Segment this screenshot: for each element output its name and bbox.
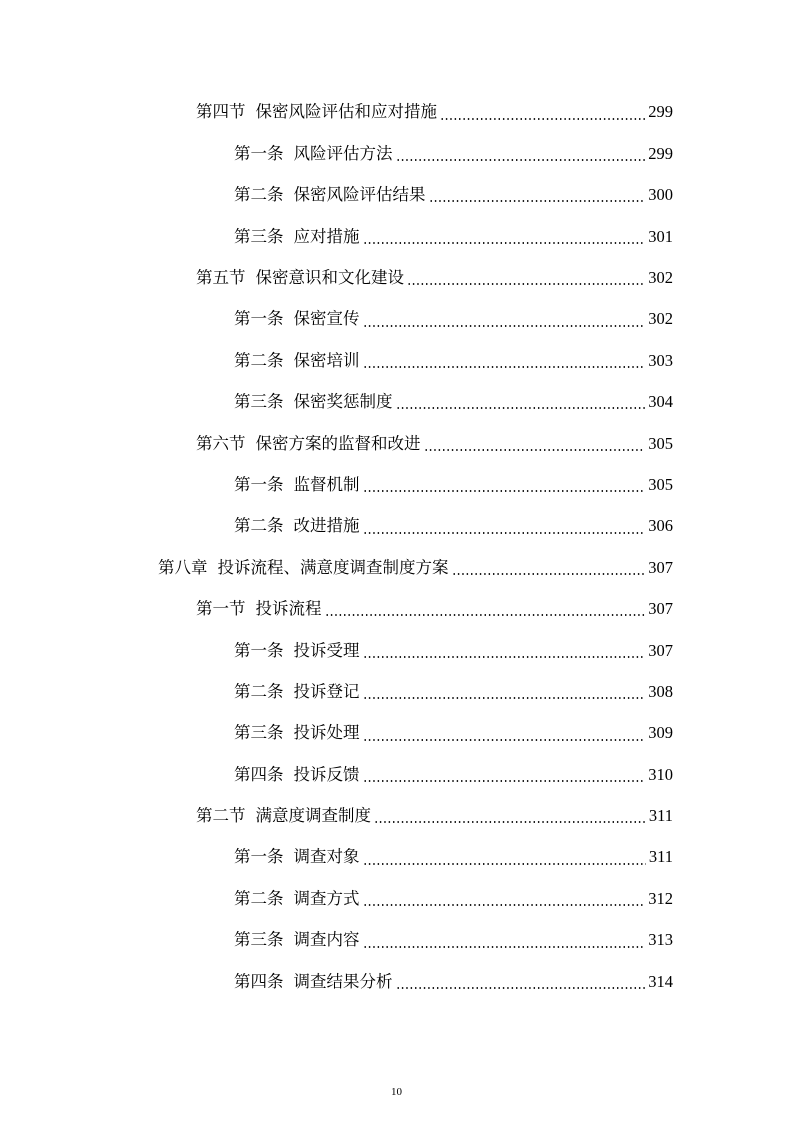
toc-dot-leader bbox=[407, 283, 645, 285]
toc-dot-leader bbox=[363, 656, 646, 658]
toc-entry-number: 第四条 bbox=[234, 764, 284, 784]
toc-entry-page: 303 bbox=[648, 350, 673, 370]
toc-entry-title: 保密方案的监督和改进 bbox=[255, 433, 421, 453]
toc-entry-page: 304 bbox=[648, 392, 673, 412]
toc-entry-page: 308 bbox=[648, 681, 673, 701]
toc-entry-page: 312 bbox=[648, 888, 673, 908]
toc-entry[interactable] bbox=[0, 796, 793, 837]
toc-entry-number: 第一条 bbox=[234, 309, 284, 329]
toc-dot-leader bbox=[363, 946, 646, 948]
toc-entry-number: 第一条 bbox=[234, 143, 284, 163]
toc-entry[interactable] bbox=[0, 133, 793, 174]
toc-entry[interactable] bbox=[0, 216, 793, 257]
toc-entry[interactable] bbox=[0, 258, 793, 299]
toc-entry-page: 300 bbox=[648, 185, 673, 205]
toc-entry[interactable] bbox=[0, 920, 793, 961]
toc-entry-page: 307 bbox=[648, 557, 673, 577]
toc-entry-page: 309 bbox=[648, 723, 673, 743]
table-of-contents bbox=[0, 92, 793, 1003]
page-number: 10 bbox=[391, 1086, 402, 1098]
toc-entry-number: 第四条 bbox=[234, 971, 284, 991]
toc-entry-number: 第三条 bbox=[234, 226, 284, 246]
toc-dot-leader bbox=[363, 490, 646, 492]
toc-dot-leader bbox=[396, 159, 646, 161]
toc-entry-title: 保密意识和文化建设 bbox=[255, 268, 404, 287]
toc-entry-page: 306 bbox=[648, 516, 673, 536]
toc-entry-number: 第八章 bbox=[158, 557, 208, 577]
toc-entry-title: 投诉处理 bbox=[293, 723, 360, 743]
toc-entry[interactable] bbox=[0, 340, 793, 381]
toc-dot-leader bbox=[363, 532, 646, 534]
toc-entry[interactable] bbox=[0, 382, 793, 423]
toc-entry-number: 第三条 bbox=[234, 723, 284, 743]
toc-entry-number: 第二条 bbox=[234, 516, 284, 536]
toc-entry[interactable] bbox=[0, 506, 793, 547]
toc-entry-title: 保密宣传 bbox=[293, 309, 360, 329]
toc-entry-page: 302 bbox=[648, 309, 673, 329]
toc-entry-page: 311 bbox=[648, 806, 673, 826]
toc-entry-title: 调查结果分析 bbox=[293, 971, 393, 991]
toc-entry[interactable] bbox=[0, 92, 793, 133]
toc-entry[interactable] bbox=[0, 465, 793, 506]
toc-dot-leader bbox=[429, 200, 646, 202]
toc-entry[interactable] bbox=[0, 713, 793, 754]
toc-entry-title: 投诉流程、满意度调查制度方案 bbox=[217, 557, 449, 577]
toc-entry-number: 第二条 bbox=[234, 185, 284, 205]
toc-entry[interactable] bbox=[0, 175, 793, 216]
toc-entry-number: 第二条 bbox=[234, 350, 284, 370]
toc-entry-number: 第四节 bbox=[196, 102, 246, 122]
toc-dot-leader bbox=[363, 739, 646, 741]
toc-entry-title: 调查方式 bbox=[293, 888, 360, 908]
toc-dot-leader bbox=[396, 987, 646, 989]
toc-dot-leader bbox=[325, 614, 646, 616]
toc-entry-number: 第二条 bbox=[234, 681, 284, 701]
toc-entry-number: 第三条 bbox=[234, 930, 284, 950]
toc-entry[interactable] bbox=[0, 671, 793, 712]
toc-entry-page: 314 bbox=[648, 971, 673, 991]
toc-entry-page: 313 bbox=[648, 930, 673, 950]
toc-entry-number: 第二节 bbox=[196, 806, 246, 826]
toc-entry[interactable] bbox=[0, 423, 793, 464]
toc-entry-page: 307 bbox=[648, 640, 673, 660]
toc-entry-title: 保密培训 bbox=[293, 350, 360, 370]
toc-entry-title: 风险评估方法 bbox=[293, 143, 393, 163]
toc-entry-page: 299 bbox=[648, 143, 673, 163]
toc-dot-leader bbox=[440, 118, 645, 120]
toc-entry-page: 311 bbox=[648, 847, 673, 867]
toc-entry-title: 调查内容 bbox=[293, 930, 360, 950]
toc-entry[interactable] bbox=[0, 837, 793, 878]
toc-dot-leader bbox=[363, 780, 646, 782]
toc-dot-leader bbox=[363, 904, 646, 906]
toc-dot-leader bbox=[363, 366, 646, 368]
toc-entry[interactable] bbox=[0, 878, 793, 919]
toc-entry-number: 第一条 bbox=[234, 474, 284, 494]
toc-entry-title: 投诉流程 bbox=[255, 599, 322, 619]
toc-entry-page: 301 bbox=[648, 226, 673, 246]
toc-entry-page: 302 bbox=[648, 268, 673, 287]
toc-dot-leader bbox=[363, 697, 646, 699]
toc-dot-leader bbox=[452, 573, 646, 575]
toc-entry[interactable] bbox=[0, 630, 793, 671]
toc-entry[interactable] bbox=[0, 589, 793, 630]
toc-entry-number: 第三条 bbox=[234, 392, 284, 412]
toc-chapter-entry[interactable] bbox=[0, 547, 793, 588]
toc-entry-number: 第六节 bbox=[196, 433, 246, 453]
toc-entry-number: 第二条 bbox=[234, 888, 284, 908]
toc-entry-title: 满意度调查制度 bbox=[255, 806, 371, 826]
toc-entry[interactable] bbox=[0, 754, 793, 795]
toc-entry-page: 305 bbox=[648, 474, 673, 494]
toc-entry-title: 保密风险评估结果 bbox=[293, 185, 426, 205]
toc-dot-leader bbox=[363, 242, 646, 244]
toc-entry[interactable] bbox=[0, 299, 793, 340]
toc-entry-page: 310 bbox=[648, 764, 673, 784]
toc-entry-title: 改进措施 bbox=[293, 516, 360, 536]
toc-entry-number: 第一条 bbox=[234, 847, 284, 867]
toc-entry-number: 第一条 bbox=[234, 640, 284, 660]
toc-dot-leader bbox=[363, 325, 646, 327]
toc-dot-leader bbox=[374, 821, 646, 823]
toc-entry-page: 307 bbox=[648, 599, 673, 619]
toc-dot-leader bbox=[424, 449, 646, 451]
toc-entry-title: 投诉反馈 bbox=[293, 764, 360, 784]
toc-entry-title: 保密风险评估和应对措施 bbox=[255, 102, 437, 122]
toc-entry[interactable] bbox=[0, 961, 793, 1002]
toc-entry-title: 应对措施 bbox=[293, 226, 360, 246]
toc-entry-title: 投诉受理 bbox=[293, 640, 360, 660]
toc-entry-page: 305 bbox=[648, 433, 673, 453]
toc-entry-number: 第一节 bbox=[196, 599, 246, 619]
toc-entry-title: 监督机制 bbox=[293, 474, 360, 494]
toc-dot-leader bbox=[363, 863, 646, 865]
toc-entry-title: 投诉登记 bbox=[293, 681, 360, 701]
toc-dot-leader bbox=[396, 407, 646, 409]
toc-entry-title: 调查对象 bbox=[293, 847, 360, 867]
toc-entry-title: 保密奖惩制度 bbox=[293, 392, 393, 412]
toc-entry-page: 299 bbox=[648, 102, 673, 122]
toc-entry-number: 第五节 bbox=[196, 268, 246, 287]
